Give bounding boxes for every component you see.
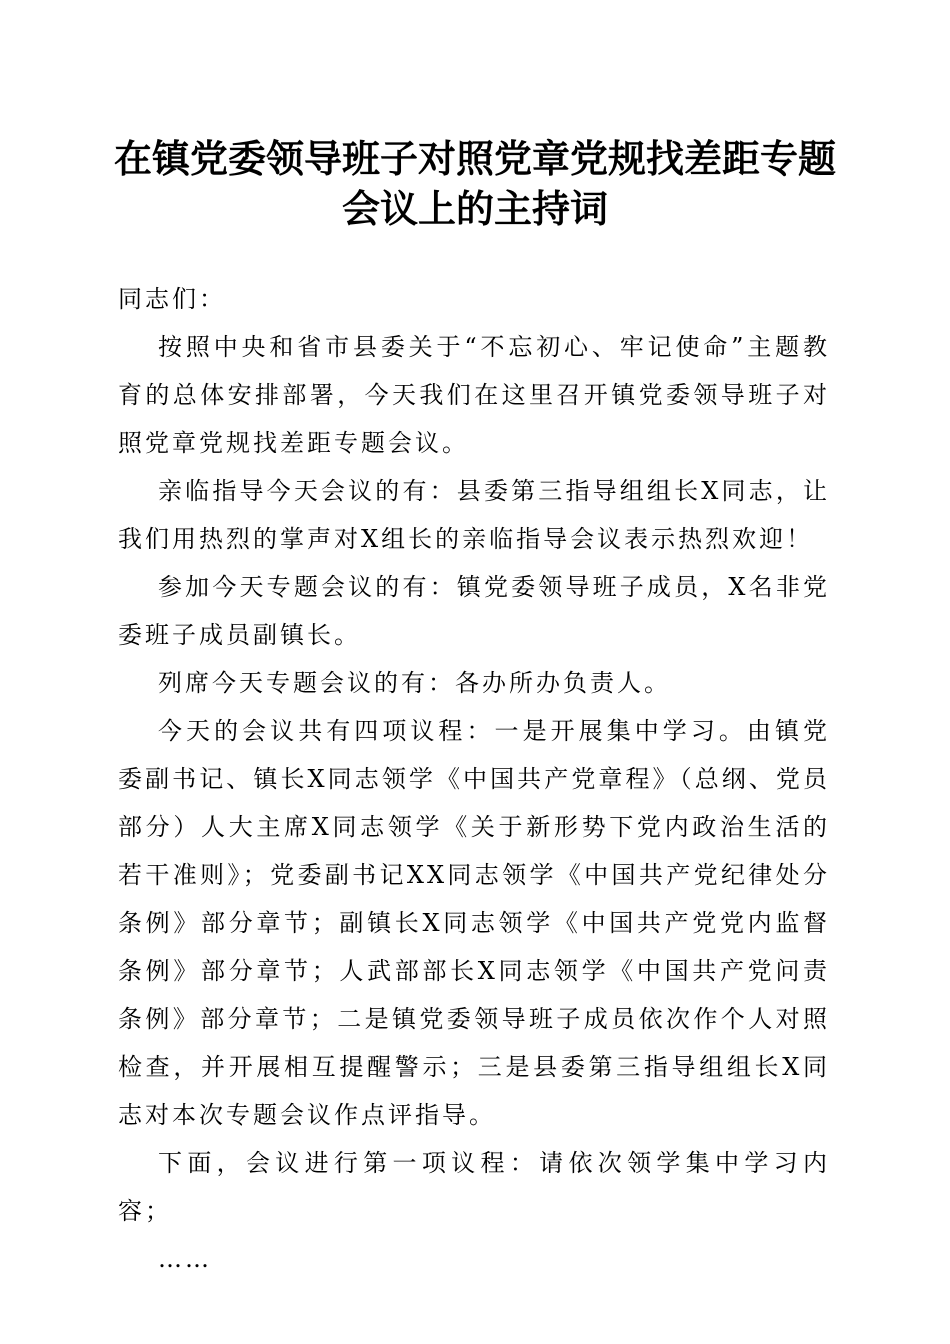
salutation: 同志们： [118,285,226,313]
paragraph-intro: 按照中央和省市县委关于“不忘初心、牢记使命”主题教育的总体安排部署，今天我们在这里召开镇党委领导班子对照党章党规找差距专题会议。 [118,333,830,457]
paragraph-observers: 列席今天专题会议的有：各办所办负责人。 [158,669,671,697]
paragraph-guidance: 亲临指导今天会议的有：县委第三指导组组长X同志，让我们用热烈的掌声对X组长的亲临指导会议表示热烈欢迎！ [118,477,830,553]
document-title: 在镇党委领导班子对照党章党规找差距专题会议上的主持词 [113,136,836,231]
paragraph-ellipsis: …… [158,1245,212,1273]
paragraph-first-item: 下面，会议进行第一项议程：请依次领学集中学习内容； [118,1149,830,1225]
paragraph-agenda: 今天的会议共有四项议程：一是开展集中学习。由镇党委副书记、镇长X同志领学《中国共产党章程》（总纲、党员部分）人大主席X同志领学《关于新形势下党内政治生活的若干准则》；党委副书记XX同志领学《中国共产党纪律处分条例》部分章节；副镇长X同志领学《中国共产党党内监督条例》部分章节；人武部部长X同志领学《中国共产党问责条例》部分章节；二是镇党委领导班子成员依次作个人对照检查，并开展相互提醒警示；三是县委第三指导组组长X同志对本次专题会议作点评指导。 [118,717,830,1129]
document-body [118,275,830,1283]
paragraph-attendees: 参加今天专题会议的有：镇党委领导班子成员，X名非党委班子成员副镇长。 [118,573,830,649]
